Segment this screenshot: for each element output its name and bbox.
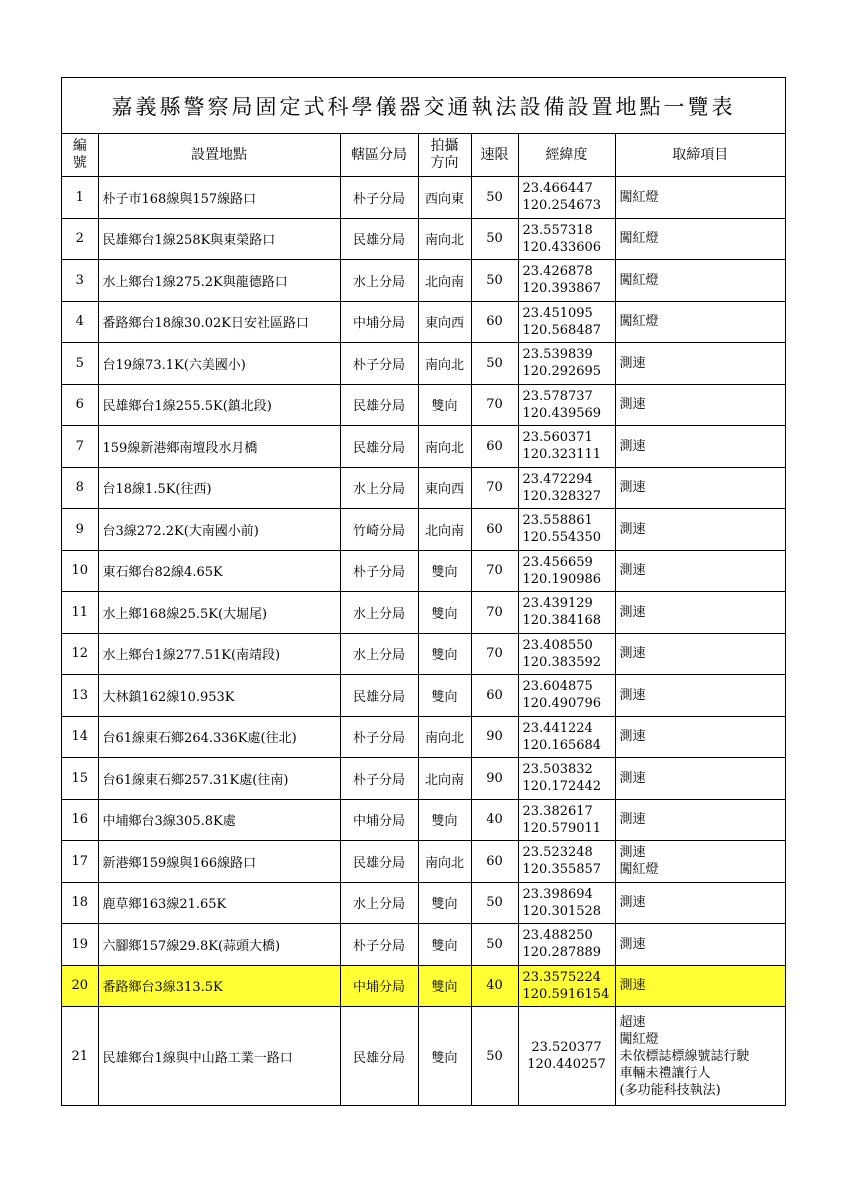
cell-direction: 東向西 [418,467,471,509]
cell-enforcement-item [615,924,785,966]
enforcement-item-line: 測速 [619,936,646,952]
cell-coords [518,177,615,219]
table-row [62,758,785,800]
cell-district: 水上分局 [340,882,418,924]
cell-direction: 北向南 [418,758,471,800]
cell-coords [518,260,615,302]
cell-district: 竹崎分局 [340,509,418,551]
cell-enforcement-item [615,965,785,1007]
longitude-value: 120.165684 [522,737,602,753]
cell-location: 民雄鄉台1線與中山路工業一路口 [98,1007,340,1106]
latitude-value: 23.503832 [522,762,593,778]
header-direction: 拍攝 方向 [418,134,471,177]
header-location: 設置地點 [98,134,340,177]
longitude-value: 120.568487 [522,322,602,338]
cell-coords [518,384,615,426]
longitude-value: 120.287889 [522,945,602,961]
cell-no: 2 [62,218,98,260]
cell-speed: 60 [471,841,518,883]
table-row [62,509,785,551]
latitude-value: 23.441224 [522,720,593,736]
cell-coords [518,882,615,924]
cell-enforcement-item [615,841,785,883]
cell-enforcement-item [615,177,785,219]
enforcement-item-line: 測速 [619,687,646,703]
cell-location: 東石鄉台82線4.65K [98,550,340,592]
cell-no: 5 [62,343,98,385]
cell-speed: 50 [471,882,518,924]
cell-no: 1 [62,177,98,219]
longitude-value: 120.254673 [522,198,602,214]
latitude-value: 23.558861 [522,513,593,529]
longitude-value: 120.384168 [522,613,602,629]
cell-no: 6 [62,384,98,426]
cell-speed: 90 [471,716,518,758]
enforcement-item-line: 測速 [619,480,646,496]
cell-district: 水上分局 [340,592,418,634]
cell-no: 19 [62,924,98,966]
cell-coords [518,301,615,343]
cell-coords [518,924,615,966]
enforcement-item-line: 測速 [619,770,646,786]
cell-enforcement-item [615,633,785,675]
enforcement-item-line: 闖紅燈 [619,1031,659,1047]
cell-enforcement-item [615,550,785,592]
longitude-value: 120.393867 [522,281,602,297]
longitude-value: 120.292695 [522,364,602,380]
cell-coords [518,841,615,883]
cell-no: 17 [62,841,98,883]
latitude-value: 23.557318 [522,222,593,238]
latitude-value: 23.604875 [522,679,593,695]
longitude-value: 120.355857 [522,862,602,878]
enforcement-item-line: 闖紅燈 [619,862,659,878]
latitude-value: 23.472294 [522,471,593,487]
table-row [62,633,785,675]
enforcement-item-line: 闖紅燈 [619,272,659,288]
header-district: 轄區分局 [340,134,418,177]
cell-direction: 雙向 [418,799,471,841]
cell-enforcement-item [615,218,785,260]
cell-no: 21 [62,1007,98,1106]
cell-enforcement-item [615,301,785,343]
cell-district: 朴子分局 [340,343,418,385]
cell-district: 朴子分局 [340,716,418,758]
table-row [62,841,785,883]
cell-location: 朴子市168線與157線路口 [98,177,340,219]
enforcement-item-line: 闖紅燈 [619,189,659,205]
cell-coords [518,550,615,592]
cell-no: 20 [62,965,98,1007]
cell-coords [518,467,615,509]
latitude-value: 23.426878 [522,264,593,280]
table-row [62,882,785,924]
cell-speed: 70 [471,633,518,675]
enforcement-item-line: 闖紅燈 [619,314,659,330]
cell-speed: 60 [471,509,518,551]
table-row [62,1007,785,1106]
latitude-value: 23.398694 [522,886,593,902]
cell-coords [518,965,615,1007]
cell-speed: 50 [471,218,518,260]
cell-enforcement-item [615,384,785,426]
cell-enforcement-item [615,343,785,385]
table-row [62,301,785,343]
cell-district: 民雄分局 [340,1007,418,1106]
cell-coords [518,343,615,385]
cell-speed: 50 [471,260,518,302]
enforcement-item-line: 測速 [619,845,646,861]
cell-location: 台61線東石鄉257.31K處(往南) [98,758,340,800]
longitude-value: 120.5916154 [522,986,610,1002]
enforcement-table-sheet [61,77,786,1106]
latitude-value: 23.523248 [522,845,593,861]
cell-speed: 70 [471,550,518,592]
longitude-value: 120.328327 [522,488,602,504]
cell-enforcement-item [615,467,785,509]
header-no: 編 號 [62,134,98,177]
table-row [62,675,785,717]
latitude-value: 23.408550 [522,637,593,653]
cell-direction: 雙向 [418,924,471,966]
cell-district: 朴子分局 [340,177,418,219]
cell-no: 13 [62,675,98,717]
cell-district: 朴子分局 [340,758,418,800]
cell-enforcement-item [615,716,785,758]
cell-enforcement-item [615,426,785,468]
cell-direction: 東向西 [418,301,471,343]
cell-speed: 50 [471,177,518,219]
longitude-value: 120.433606 [522,239,602,255]
cell-no: 7 [62,426,98,468]
table-row [62,592,785,634]
table-row [62,799,785,841]
cell-speed: 60 [471,675,518,717]
cell-speed: 40 [471,965,518,1007]
cell-coords [518,633,615,675]
cell-direction: 雙向 [418,633,471,675]
cell-location: 六腳鄉157線29.8K(蒜頭大橋) [98,924,340,966]
cell-enforcement-item [615,1007,785,1106]
cell-district: 水上分局 [340,260,418,302]
cell-district: 中埔分局 [340,301,418,343]
enforcement-item-line: 測速 [619,397,646,413]
latitude-value: 23.539839 [522,347,593,363]
cell-enforcement-item [615,882,785,924]
cell-location: 民雄鄉台1線258K與東榮路口 [98,218,340,260]
table-row [62,218,785,260]
cell-district: 民雄分局 [340,218,418,260]
cell-district: 民雄分局 [340,675,418,717]
cell-district: 中埔分局 [340,965,418,1007]
cell-location: 番路鄉台18線30.02K日安社區路口 [98,301,340,343]
latitude-value: 23.3575224 [522,969,602,985]
enforcement-item-line: 測速 [619,978,646,994]
cell-district: 民雄分局 [340,426,418,468]
table-row [62,965,785,1007]
cell-location: 中埔鄉台3線305.8K處 [98,799,340,841]
table-header-row [62,134,785,177]
cell-direction: 雙向 [418,882,471,924]
cell-coords [518,1007,615,1106]
cell-district: 朴子分局 [340,550,418,592]
cell-coords [518,758,615,800]
cell-enforcement-item [615,799,785,841]
cell-enforcement-item [615,675,785,717]
enforcement-item-line: 測速 [619,729,646,745]
cell-no: 4 [62,301,98,343]
enforcement-item-line: 測速 [619,812,646,828]
cell-direction: 雙向 [418,1007,471,1106]
cell-no: 16 [62,799,98,841]
latitude-value: 23.382617 [522,803,593,819]
table-row [62,716,785,758]
cell-speed: 70 [471,592,518,634]
cell-no: 11 [62,592,98,634]
cell-location: 水上鄉台1線275.2K與龍德路口 [98,260,340,302]
table-row [62,384,785,426]
cell-enforcement-item [615,592,785,634]
header-coords: 經緯度 [518,134,615,177]
longitude-value: 120.439569 [522,405,602,421]
table-row [62,467,785,509]
enforcement-item-line: 未依標誌標線號誌行駛 [619,1048,750,1064]
cell-location: 番路鄉台3線313.5K [98,965,340,1007]
cell-location: 水上鄉台1線277.51K(南靖段) [98,633,340,675]
longitude-value: 120.440257 [527,1057,606,1072]
cell-location: 大林鎮162線10.953K [98,675,340,717]
enforcement-item-line: 測速 [619,604,646,620]
cell-no: 12 [62,633,98,675]
latitude-value: 23.466447 [522,181,593,197]
longitude-value: 120.323111 [522,447,602,463]
latitude-value: 23.560371 [522,430,593,446]
cell-location: 台61線東石鄉264.336K處(往北) [98,716,340,758]
table-row [62,343,785,385]
enforcement-item-line: 測速 [619,521,646,537]
latitude-value: 23.456659 [522,554,593,570]
cell-speed: 50 [471,1007,518,1106]
cell-coords [518,675,615,717]
cell-coords [518,716,615,758]
page-title: 嘉義縣警察局固定式科學儀器交通執法設備設置地點一覽表 [62,78,785,134]
cell-district: 民雄分局 [340,384,418,426]
cell-location: 台18線1.5K(往西) [98,467,340,509]
cell-no: 9 [62,509,98,551]
enforcement-item-line: 超速 [619,1014,646,1030]
cell-no: 18 [62,882,98,924]
cell-direction: 北向南 [418,260,471,302]
cell-location: 159線新港鄉南壇段水月橋 [98,426,340,468]
longitude-value: 120.579011 [522,820,602,836]
cell-speed: 40 [471,799,518,841]
cell-direction: 雙向 [418,592,471,634]
cell-district: 水上分局 [340,467,418,509]
cell-speed: 60 [471,426,518,468]
longitude-value: 120.383592 [522,654,602,670]
cell-speed: 60 [471,301,518,343]
cell-no: 3 [62,260,98,302]
cell-direction: 雙向 [418,675,471,717]
cell-location: 台19線73.1K(六美國小) [98,343,340,385]
cell-location: 鹿草鄉163線21.65K [98,882,340,924]
cell-direction: 南向北 [418,841,471,883]
cell-no: 14 [62,716,98,758]
cell-no: 10 [62,550,98,592]
latitude-value: 23.488250 [522,928,593,944]
enforcement-item-line: 闖紅燈 [619,231,659,247]
cell-enforcement-item [615,260,785,302]
cell-direction: 西向東 [418,177,471,219]
enforcement-table [62,134,785,1105]
enforcement-item-line: 測速 [619,895,646,911]
table-row [62,550,785,592]
enforcement-item-line: (多功能科技執法) [619,1082,721,1098]
cell-coords [518,426,615,468]
longitude-value: 120.190986 [522,571,602,587]
cell-speed: 90 [471,758,518,800]
cell-direction: 南向北 [418,343,471,385]
cell-no: 15 [62,758,98,800]
cell-speed: 50 [471,343,518,385]
cell-no: 8 [62,467,98,509]
cell-district: 民雄分局 [340,841,418,883]
cell-district: 朴子分局 [340,924,418,966]
latitude-value: 23.520377 [531,1040,602,1055]
cell-coords [518,799,615,841]
cell-enforcement-item [615,509,785,551]
cell-district: 水上分局 [340,633,418,675]
cell-speed: 50 [471,924,518,966]
table-row [62,924,785,966]
cell-direction: 南向北 [418,716,471,758]
table-row [62,260,785,302]
enforcement-item-line: 測速 [619,646,646,662]
cell-direction: 北向南 [418,509,471,551]
cell-coords [518,218,615,260]
longitude-value: 120.490796 [522,696,602,712]
cell-direction: 雙向 [418,550,471,592]
table-row [62,177,785,219]
longitude-value: 120.554350 [522,530,602,546]
header-item: 取締項目 [615,134,785,177]
enforcement-item-line: 測速 [619,563,646,579]
latitude-value: 23.578737 [522,388,593,404]
latitude-value: 23.439129 [522,596,593,612]
cell-enforcement-item [615,758,785,800]
table-row [62,426,785,468]
cell-speed: 70 [471,467,518,509]
cell-direction: 雙向 [418,965,471,1007]
header-speed: 速限 [471,134,518,177]
cell-direction: 南向北 [418,218,471,260]
cell-speed: 70 [471,384,518,426]
cell-direction: 雙向 [418,384,471,426]
cell-location: 水上鄉168線25.5K(大堀尾) [98,592,340,634]
cell-coords [518,509,615,551]
latitude-value: 23.451095 [522,305,593,321]
longitude-value: 120.172442 [522,779,602,795]
enforcement-item-line: 車輛未禮讓行人 [619,1065,711,1081]
cell-location: 台3線272.2K(大南國小前) [98,509,340,551]
enforcement-item-line: 測速 [619,438,646,454]
cell-location: 新港鄉159線與166線路口 [98,841,340,883]
cell-location: 民雄鄉台1線255.5K(鎮北段) [98,384,340,426]
cell-coords [518,592,615,634]
longitude-value: 120.301528 [522,903,602,919]
enforcement-item-line: 測速 [619,355,646,371]
cell-direction: 南向北 [418,426,471,468]
cell-district: 中埔分局 [340,799,418,841]
